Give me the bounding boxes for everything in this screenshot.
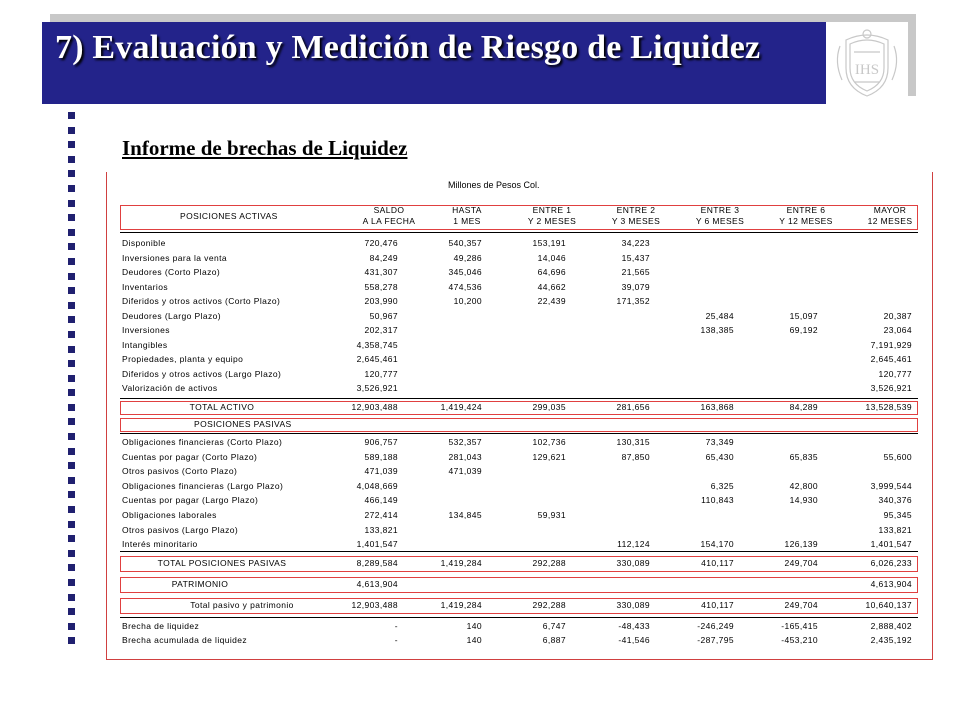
- bullet-square: [68, 229, 75, 236]
- row-label: Diferidos y otros activos (Corto Plazo): [122, 296, 281, 306]
- cell-value: 120,777: [878, 368, 912, 379]
- cell-value: 110,843: [701, 495, 734, 506]
- bullet-square: [68, 302, 75, 309]
- cell-value: -453,210: [781, 635, 818, 645]
- cell-value: 203,990: [364, 296, 398, 306]
- cell-value: -: [394, 635, 398, 645]
- row-label: Deudores (Largo Plazo): [122, 310, 222, 321]
- bullet-square: [68, 273, 75, 280]
- cell-value: 3,526,921: [356, 383, 398, 393]
- cell-value: 3,526,921: [870, 383, 912, 393]
- column-header-bottom: Y 3 MESES: [611, 216, 661, 226]
- column-header-top: SALDO: [373, 205, 405, 215]
- cell-value: -165,415: [781, 621, 818, 631]
- row-label: TOTAL POSICIONES PASIVAS: [157, 558, 287, 568]
- column-header-bottom: 12 MESES: [867, 216, 913, 226]
- cell-value: -287,795: [697, 635, 734, 645]
- bullet-square: [68, 112, 75, 119]
- cell-value: 249,704: [784, 558, 818, 568]
- cell-value: 64,696: [537, 267, 566, 277]
- cell-value: -246,249: [697, 621, 734, 631]
- column-header-top: ENTRE 2: [616, 205, 656, 215]
- cell-value: 138,385: [700, 325, 734, 335]
- cell-value: 39,079: [621, 281, 650, 292]
- row-label: Otros pasivos (Corto Plazo): [122, 466, 238, 477]
- bullet-column: [68, 112, 76, 652]
- bullet-square: [68, 258, 75, 265]
- bullet-square: [68, 521, 75, 528]
- bullet-square: [68, 200, 75, 207]
- row-label: Valorización de activos: [122, 383, 218, 393]
- bullet-square: [68, 127, 75, 134]
- row-label: PATRIMONIO: [171, 579, 229, 589]
- bullet-square: [68, 404, 75, 411]
- cell-value: 133,821: [878, 524, 912, 535]
- bullet-square: [68, 448, 75, 455]
- cell-value: 87,850: [621, 451, 650, 462]
- cell-value: 12,903,488: [351, 600, 398, 610]
- svg-text:IHS: IHS: [854, 62, 880, 78]
- cell-value: 906,757: [364, 437, 398, 447]
- cell-value: 12,903,488: [351, 402, 398, 412]
- cell-value: 10,200: [453, 296, 482, 306]
- cell-value: 1,401,547: [356, 539, 398, 550]
- column-header-bottom: Y 6 MESES: [695, 216, 745, 226]
- liabilities-separator: [120, 551, 918, 552]
- cell-value: 6,026,233: [870, 558, 912, 568]
- bullet-square: [68, 550, 75, 557]
- cell-value: 140: [466, 635, 482, 645]
- cell-value: 59,931: [537, 510, 566, 520]
- bullet-square: [68, 579, 75, 586]
- cell-value: 292,288: [532, 558, 566, 568]
- bullet-square: [68, 287, 75, 294]
- bullet-square: [68, 433, 75, 440]
- bullet-square: [68, 243, 75, 250]
- row-label: Disponible: [122, 238, 166, 248]
- cell-value: 65,835: [789, 451, 818, 462]
- cell-value: 1,401,547: [870, 539, 912, 550]
- cell-value: 410,117: [701, 600, 734, 610]
- column-header-top: ENTRE 1: [532, 205, 572, 215]
- row-label: Inversiones para la venta: [122, 252, 227, 263]
- cell-value: 49,286: [453, 252, 482, 263]
- bullet-square: [68, 506, 75, 513]
- cell-value: 4,613,904: [870, 579, 912, 589]
- cell-value: 15,097: [789, 310, 818, 321]
- bullet-square: [68, 535, 75, 542]
- cell-value: 20,387: [883, 310, 912, 321]
- column-header-top: ENTRE 3: [700, 205, 740, 215]
- cell-value: 4,048,669: [356, 480, 398, 491]
- cell-value: 42,800: [789, 480, 818, 491]
- bullet-square: [68, 491, 75, 498]
- column-header-bottom: Y 12 MESES: [779, 216, 833, 226]
- cell-value: 466,149: [364, 495, 398, 506]
- bullet-square: [68, 623, 75, 630]
- cell-value: 129,621: [532, 451, 566, 462]
- assets-separator: [120, 398, 918, 399]
- row-label: Propiedades, planta y equipo: [122, 354, 244, 364]
- cell-value: 471,039: [364, 466, 398, 477]
- cell-value: 22,439: [537, 296, 566, 306]
- cell-value: 2,435,192: [870, 635, 912, 645]
- cell-value: 154,170: [700, 539, 734, 550]
- cell-value: 330,089: [616, 558, 650, 568]
- cell-value: 532,357: [448, 437, 482, 447]
- column-header-bottom: A LA FECHA: [362, 216, 416, 226]
- cell-value: 133,821: [364, 524, 398, 535]
- cell-value: 15,437: [621, 252, 650, 263]
- cell-value: 34,223: [621, 238, 650, 248]
- bullet-square: [68, 360, 75, 367]
- cell-value: 65,430: [705, 451, 734, 462]
- bullet-square: [68, 608, 75, 615]
- row-label: TOTAL ACTIVO: [189, 402, 255, 412]
- cell-value: 2,645,461: [870, 354, 912, 364]
- cell-value: 10,640,137: [865, 600, 912, 610]
- cell-value: 410,117: [701, 558, 734, 568]
- row-label: Obligaciones financieras (Largo Plazo): [122, 480, 284, 491]
- cell-value: 4,613,904: [356, 579, 398, 589]
- row-label: Obligaciones laborales: [122, 510, 217, 520]
- cell-value: -48,433: [618, 621, 650, 631]
- bullet-square: [68, 170, 75, 177]
- bullet-square: [68, 331, 75, 338]
- row-label: Inversiones: [122, 325, 170, 335]
- cell-value: 2,645,461: [356, 354, 398, 364]
- cell-value: 84,249: [369, 252, 398, 263]
- cell-value: 44,662: [537, 281, 566, 292]
- cell-value: 13,528,539: [865, 402, 912, 412]
- report-subtitle: Informe de brechas de Liquidez: [122, 136, 408, 160]
- cell-value: 120,777: [364, 368, 398, 379]
- column-header-bottom: Y 2 MESES: [527, 216, 577, 226]
- bullet-square: [68, 462, 75, 469]
- bullet-square: [68, 156, 75, 163]
- cell-value: 281,656: [616, 402, 650, 412]
- cell-value: 299,035: [532, 402, 566, 412]
- row-label: Total pasivo y patrimonio: [190, 600, 294, 610]
- units-label: Millones de Pesos Col.: [448, 180, 540, 190]
- cell-value: 340,376: [878, 495, 912, 506]
- cell-value: 6,747: [542, 621, 566, 631]
- cell-value: 345,046: [448, 267, 482, 277]
- bullet-square: [68, 375, 75, 382]
- bullet-square: [68, 214, 75, 221]
- cell-value: 14,930: [789, 495, 818, 506]
- row-label: Intangibles: [122, 339, 168, 350]
- pasivas-label: POSICIONES PASIVAS: [194, 419, 292, 429]
- bullet-square: [68, 637, 75, 644]
- cell-value: 84,289: [789, 402, 818, 412]
- cell-value: 171,352: [616, 296, 650, 306]
- cell-value: 6,887: [542, 635, 566, 645]
- cell-value: 1,419,284: [440, 600, 482, 610]
- cell-value: 292,288: [532, 600, 566, 610]
- cell-value: 140: [466, 621, 482, 631]
- cell-value: 7,191,929: [870, 339, 912, 350]
- slide-title: 7) Evaluación y Medición de Riesgo de Liquidez: [55, 29, 761, 66]
- row-label: Inventarios: [122, 281, 168, 292]
- cell-value: 330,089: [616, 600, 650, 610]
- bullet-square: [68, 389, 75, 396]
- gaps-separator: [120, 617, 918, 618]
- cell-value: 73,349: [705, 437, 734, 447]
- cell-value: 50,967: [369, 310, 398, 321]
- cell-value: 272,414: [364, 510, 398, 520]
- cell-value: 589,188: [364, 451, 398, 462]
- cell-value: -41,546: [618, 635, 650, 645]
- row-label: Brecha acumulada de liquidez: [122, 635, 248, 645]
- cell-value: 23,064: [883, 325, 912, 335]
- row-label: Deudores (Corto Plazo): [122, 267, 221, 277]
- cell-value: 558,278: [364, 281, 398, 292]
- university-seal-logo: [826, 22, 908, 104]
- cell-value: 471,039: [448, 466, 482, 477]
- row-label: Brecha de liquidez: [122, 621, 200, 631]
- cell-value: 8,289,584: [356, 558, 398, 568]
- cell-value: 720,476: [364, 238, 398, 248]
- bullet-square: [68, 564, 75, 571]
- column-header-top: ENTRE 6: [786, 205, 826, 215]
- cell-value: 69,192: [789, 325, 818, 335]
- cell-value: 153,191: [532, 238, 566, 248]
- row-label: Cuentas por pagar (Corto Plazo): [122, 451, 258, 462]
- column-header-bottom: 1 MES: [453, 216, 481, 226]
- header-separator: [120, 232, 918, 233]
- cell-value: 130,315: [616, 437, 650, 447]
- row-label: Otros pasivos (Largo Plazo): [122, 524, 239, 535]
- cell-value: 134,845: [448, 510, 482, 520]
- bullet-square: [68, 594, 75, 601]
- row-label: Interés minoritario: [122, 539, 198, 550]
- cell-value: 6,325: [710, 480, 734, 491]
- bullet-square: [68, 477, 75, 484]
- bullet-square: [68, 346, 75, 353]
- cell-value: 126,139: [784, 539, 818, 550]
- pasivas-separator: [120, 433, 918, 434]
- cell-value: 95,345: [883, 510, 912, 520]
- bullet-square: [68, 316, 75, 323]
- cell-value: 474,536: [448, 281, 482, 292]
- cell-value: 25,484: [705, 310, 734, 321]
- cell-value: 281,043: [448, 451, 482, 462]
- cell-value: 249,704: [784, 600, 818, 610]
- cell-value: 112,124: [617, 539, 650, 550]
- header-label: POSICIONES ACTIVAS: [180, 211, 278, 221]
- bullet-square: [68, 418, 75, 425]
- cell-value: 4,358,745: [356, 339, 398, 350]
- row-label: Diferidos y otros activos (Largo Plazo): [122, 368, 282, 379]
- cell-value: 3,999,544: [870, 480, 912, 491]
- row-label: Obligaciones financieras (Corto Plazo): [122, 437, 283, 447]
- cell-value: 55,600: [883, 451, 912, 462]
- bullet-square: [68, 185, 75, 192]
- cell-value: 1,419,284: [440, 558, 482, 568]
- row-label: Cuentas por pagar (Largo Plazo): [122, 495, 259, 506]
- cell-value: 14,046: [537, 252, 566, 263]
- cell-value: 540,357: [448, 238, 482, 248]
- column-header-top: MAYOR: [873, 205, 907, 215]
- cell-value: 163,868: [700, 402, 734, 412]
- column-header-top: HASTA: [452, 205, 482, 215]
- cell-value: 2,888,402: [870, 621, 912, 631]
- cell-value: 1,419,424: [440, 402, 482, 412]
- seal-icon: [826, 22, 908, 104]
- bullet-square: [68, 141, 75, 148]
- cell-value: 21,565: [621, 267, 650, 277]
- cell-value: -: [394, 621, 398, 631]
- cell-value: 431,307: [364, 267, 398, 277]
- cell-value: 102,736: [532, 437, 566, 447]
- cell-value: 202,317: [364, 325, 398, 335]
